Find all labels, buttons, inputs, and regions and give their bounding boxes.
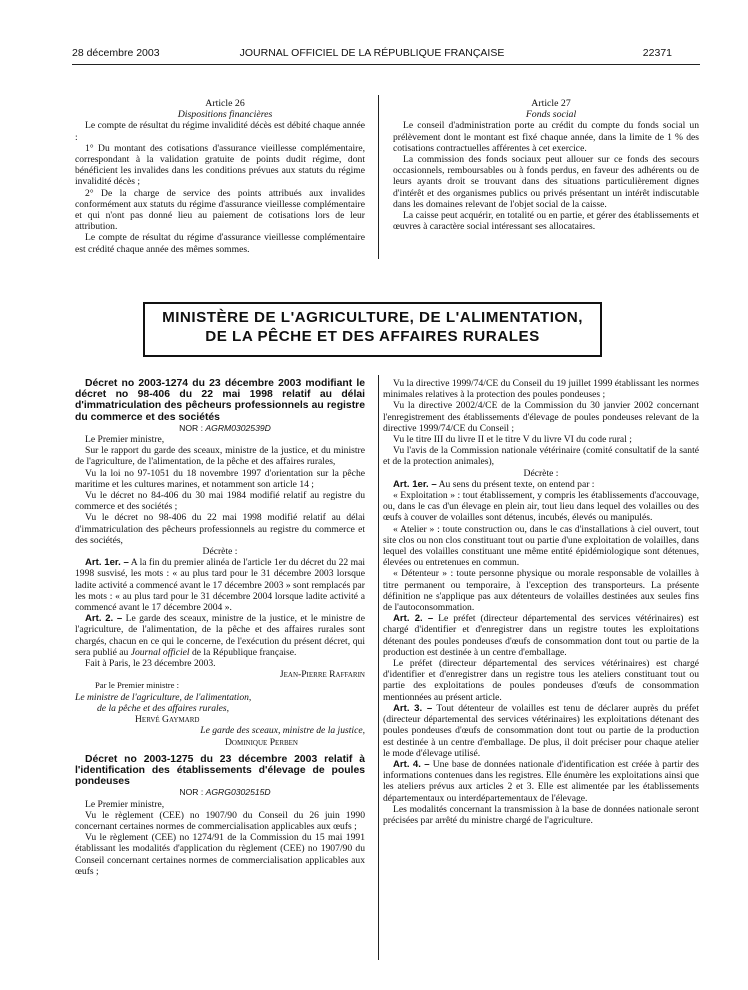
definition: « Détenteur » : toute personne physique ou morale responsable de volailles à titre permanent ou temporaire, à l'exception des transporteurs. La présente définition ne s'applique pas aux détenteurs de volailles destinées aux seules fins de l'autoconsommation. — [383, 568, 699, 614]
decree-text: Vu le décret no 84-406 du 30 mai 1984 modifié relatif au registre du commerce et des sociétés ; — [75, 490, 365, 513]
decree-text: Vu la loi no 97-1051 du 18 novembre 1997 d'orientation sur la pêche maritime et les cultures marines, et notamment son article 14 ; — [75, 467, 365, 490]
decree-1275-nor: NOR : AGRG0302515D — [179, 787, 271, 798]
decree-text: Le Premier ministre, — [85, 434, 165, 446]
article-26-para: Le compte de résultat du régime invalidité décès est débité chaque année : — [75, 120, 365, 143]
signature-pm: Jean-Pierre Raffarin — [279, 669, 365, 681]
decree-article: Art. 4. – Une base de données nationale d'identification est créée à partir des informations contenues dans les registres. Elle énumère les exploitations ainsi que les ateliers prévus aux articles 2 et 3. Elle est alimentée par les établissements départementaux ou interdépartementaux de l'élevage. — [383, 758, 699, 804]
decree-article: Art. 2. – Le garde des sceaux, ministre de la justice, et le ministre de l'agriculture, de l'alimentation, de la pêche et des affaires rurales sont chargés, chacun en ce qui le concerne, de l'exécution du présent décret, qui sera publié au Journal officiel de la République française. — [75, 613, 365, 658]
article-27-para: La caisse peut acquérir, en totalité ou en partie, et gérer des établissements et œuvres à caractère social intéressant ses allocataires. — [393, 210, 699, 233]
decree-text: Vu l'avis de la Commission nationale vétérinaire (comité consultatif de la santé et de la protection animales), — [383, 445, 699, 468]
header-rule — [72, 64, 700, 65]
header-date: 28 décembre 2003 — [72, 47, 160, 59]
article-26-para: Le compte de résultat du régime d'assurance vieillesse complémentaire est crédité chaque année des mêmes sommes. — [75, 232, 365, 255]
definition: « Atelier » : toute construction ou, dans le cas d'installations à ciel ouvert, tout site clos ou non clos constituant tout ou partie d'une exploitation de volailles, dans lequel des volailles constituant une même entité épidémiologique sont détenues, élevées ou entretenues en commun. — [383, 523, 699, 569]
decree-text: Vu le décret no 98-406 du 22 mai 1998 modifié relatif au délai d'immatriculation des pêcheurs professionnels au registre du commerce et des sociétés, — [75, 512, 365, 546]
decree-text: Vu le règlement (CEE) no 1274/91 de la Commission du 15 mai 1991 établissant les modalités d'application du règlement (CEE) no 1907/90 du Conseil concernant certaines normes de commercialisation applicables aux œufs ; — [75, 832, 365, 877]
decree-text: Vu le règlement (CEE) no 1907/90 du Conseil du 26 juin 1990 concernant certaines normes de commercialisation applicables aux œufs ; — [75, 809, 365, 832]
article-26-subtitle: Dispositions financières — [177, 109, 273, 121]
decree-text: Vu la directive 2002/4/CE de la Commission du 30 janvier 2002 concernant l'enregistrement des établissements d'élevage de poules pondeuses relevant de la directive 1999/74/CE du Conseil ; — [383, 400, 699, 434]
article-27-para: La commission des fonds sociaux peut allouer sur ce fonds des secours occasionnels, remboursables ou à fonds perdus, en faveur des adhérents ou de leurs ayants droit se trouvant dans des situations particulièrement dignes d'intérêt et des organismes publics ou privés présentant un intérêt indiscutable dans les domaines relevant de l'objet social de la caisse. — [393, 154, 699, 210]
minister-agri-line1: Le ministre de l'agriculture, de l'alimentation, — [75, 691, 252, 703]
decree-done-at: Fait à Paris, le 23 décembre 2003. — [85, 658, 216, 670]
decree-1274-title: Décret no 2003-1274 du 23 décembre 2003 modifiant le décret no 98-406 du 22 mai 1998 relatif au délai d'immatriculation des pêcheurs professionnels au registre du commerce et des sociétés — [75, 378, 365, 423]
decree-text: Sur le rapport du garde des sceaux, ministre de la justice, et du ministre de l'agriculture, de l'alimentation, de la pêche et des affaires rurales, — [75, 445, 365, 468]
decree-text: Les modalités concernant la transmission à la base de données nationale seront précisées par arrêté du ministre chargé de l'agriculture. — [383, 803, 699, 826]
signature-perben: Dominique Perben — [225, 736, 298, 748]
article-27-para: Le conseil d'administration porte au crédit du compte du fonds social un prélèvement dont le montant est fixé chaque année, dans la limite de 1 % des cotisations contractuelles afférentes à cet exercice. — [393, 120, 699, 154]
decree-article: Art. 1er. – A la fin du premier alinéa de l'article 1er du décret du 22 mai 1998 susvisé, les mots : « au plus tard pour le 31 décembre 2003 lorsque ladite activité a commencé avant le 17 décembre 2003 » sont remplacés par les mots : « au plus tard pour le 31 décembre 2004 lorsque ladite activité a commencé avant le 17 décembre 2004 ». — [75, 557, 366, 614]
decree-text: Le préfet (directeur départemental des services vétérinaires) est chargé d'identifier et d'enregistrer dans un registre tous les ateliers constituant tout ou partie des exploitations de poules pondeuses d'œufs de consommation mentionnées au présent article. — [383, 658, 699, 703]
article-26-para: 2° De la charge de service des points attribués aux invalides conformément aux statuts du régime d'assurance vieillesse complémentaire et qui n'ont pas donné lieu au paiement de cotisations lors de leur attribution. — [75, 187, 365, 233]
article-26 — [75, 98, 365, 255]
header-journal-title: JOURNAL OFFICIEL DE LA RÉPUBLIQUE FRANÇAISE — [239, 47, 505, 59]
ministry-banner — [143, 302, 602, 357]
minister-agri-line2: de la pêche et des affaires rurales, — [97, 702, 230, 714]
article-26-para: 1° Du montant des cotisations d'assurance vieillesse complémentaire, correspondant à la validation gratuite de points dudit régime, dont bénéficient les invalides dans les conditions prévues aux statuts du régime invalidité décès ; — [75, 142, 365, 188]
decree-text: Vu le titre III du livre II et le titre V du livre VI du code rural ; — [393, 434, 632, 446]
decree-1275-continued — [383, 378, 699, 826]
ministry-line-1: MINISTÈRE DE L'AGRICULTURE, DE L'ALIMENTATION, — [162, 309, 583, 326]
article-27 — [393, 98, 699, 232]
column-divider — [378, 375, 379, 960]
article-27-title: Article 27 — [531, 98, 571, 109]
decree-article: Art. 3. – Tout détenteur de volailles est tenu de déclarer auprès du préfet (directeur départemental des services vétérinaires) les exploitations détenant des poules pondeuses d'œufs de consommation dont tout ou partie de la production est destinée à un centre d'emballage. De plus, il doit préciser pour chaque atelier le mode d'élevage utilisé. — [383, 702, 699, 759]
decree-1274 — [75, 378, 365, 877]
article-26-title: Article 26 — [205, 98, 245, 109]
decree-text: Vu la directive 1999/74/CE du Conseil du 19 juillet 1999 établissant les normes minimales relatives à la protection des poules pondeuses ; — [383, 378, 699, 401]
page-header — [72, 47, 672, 63]
definition: « Exploitation » : tout établissement, y compris les établissements d'accouvage, ou, dans le cas d'un élevage en plein air, tout lieu dans lequel des volailles ou des œufs à couver de volailles sont détenus, incubés, élevés ou manipulés. — [383, 490, 699, 524]
minister-justice-line: Le garde des sceaux, ministre de la justice, — [200, 725, 365, 737]
decree-article: Art. 2. – Le préfet (directeur départemental des services vétérinaires) est chargé d'identifier et d'enregistrer dans un registre toutes les exploitations détenant des poules pondeuses d'œufs de consommation dont tout ou partie de la production est destinée à un centre d'emballage. — [383, 613, 699, 658]
par-premier-ministre: Par le Premier ministre : — [95, 680, 180, 691]
signature-gaymard: Hervé Gaymard — [135, 714, 200, 726]
decree-1275-title: Décret no 2003-1275 du 23 décembre 2003 relatif à l'identification des établissements d'élevage de poules pondeuses — [75, 753, 365, 788]
column-divider — [378, 95, 379, 259]
decree-1274-nor: NOR : AGRM0302539D — [179, 422, 271, 433]
decree-decrete: Décrète : — [523, 467, 559, 479]
decree-text: Le Premier ministre, — [85, 798, 165, 810]
decree-decrete: Décrète : — [202, 546, 238, 558]
header-page-number: 22371 — [642, 47, 672, 59]
ministry-line-2: DE LA PÊCHE ET DES AFFAIRES RURALES — [205, 328, 540, 345]
article-27-subtitle: Fonds social — [525, 109, 577, 121]
decree-article: Art. 1er. – Au sens du présent texte, on entend par : — [393, 478, 595, 490]
